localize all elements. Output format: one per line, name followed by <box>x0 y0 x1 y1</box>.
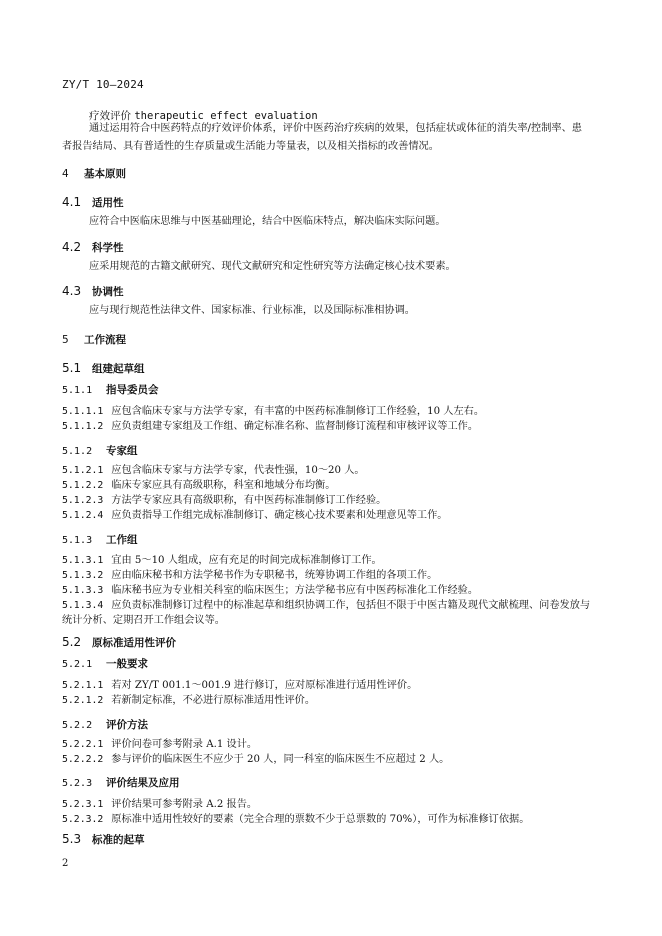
item-text: 应由临床秘书和方法学秘书作为专职秘书，统筹协调工作组的各项工作。 <box>111 570 438 581</box>
item-text: 应包含临床专家与方法学专家，有丰富的中医药标准制修订工作经验，10 人左右。 <box>111 406 485 417</box>
section-title: 科学性 <box>92 242 124 254</box>
section-4-2-heading <box>62 240 124 255</box>
section-4-1-heading <box>62 195 124 210</box>
section-title: 评价方法 <box>106 719 148 731</box>
section-number: 5.1.1 <box>62 385 93 396</box>
item-text: 参与评价的临床医生不应少于 20 人，同一科室的临床医生不应超过 2 人。 <box>111 754 450 765</box>
section-4-2-text: 应采用规范的古籍文献研究、现代文献研究和定性研究等方法确定核心技术要素。 <box>89 261 456 272</box>
item-number: 5.1.3.4 <box>62 600 104 611</box>
section-5-1-heading <box>62 361 145 376</box>
list-item <box>62 478 597 493</box>
section-number: 5.1.3 <box>62 535 93 546</box>
page-number: 2 <box>62 858 69 869</box>
section-5-1-1-heading <box>62 382 159 397</box>
section-title: 组建起草组 <box>92 363 145 375</box>
list-item <box>62 678 597 693</box>
list-item <box>62 752 597 767</box>
item-number: 5.2.1.1 <box>62 680 104 691</box>
list-item <box>62 463 597 478</box>
section-number: 5.1.2 <box>62 446 93 457</box>
item-text: 评价问卷可参考附录 A.1 设计。 <box>111 739 258 750</box>
section-5-2-3-heading <box>62 775 180 790</box>
item-text: 若新制定标准，不必进行原标准适用性评价。 <box>111 695 316 706</box>
item-number: 5.1.3.1 <box>62 555 104 566</box>
item-text: 应负责组建专家组及工作组、确定标准名称、监督制修订流程和审核评议等工作。 <box>111 421 479 432</box>
section-title: 一般要求 <box>106 658 148 670</box>
section-number: 5.2.3 <box>62 778 93 789</box>
list-item <box>62 693 597 708</box>
section-number: 4.2 <box>62 240 82 254</box>
section-title: 协调性 <box>92 286 124 298</box>
list-item <box>62 508 597 523</box>
term-en: therapeutic effect evaluation <box>134 110 318 122</box>
list-item <box>62 568 597 583</box>
item-number: 5.2.1.2 <box>62 695 104 706</box>
item-number: 5.1.2.4 <box>62 510 104 521</box>
list-item <box>62 797 597 812</box>
item-number: 5.1.3.3 <box>62 585 104 596</box>
list-item <box>62 404 597 419</box>
list-item <box>62 553 597 568</box>
item-number: 5.2.3.2 <box>62 814 104 825</box>
section-5-3-heading <box>62 832 145 847</box>
item-number: 5.1.1.1 <box>62 406 104 417</box>
item-text: 临床秘书应为专业相关科室的临床医生；方法学秘书应有中医药标准化工作经验。 <box>111 585 479 596</box>
item-text: 应负责指导工作组完成标准制修订、确定核心技术要素和处理意见等工作。 <box>111 510 448 521</box>
list-item <box>62 583 597 598</box>
item-number: 5.1.2.2 <box>62 480 104 491</box>
section-4-3-text: 应与现行规范性法律文件、国家标准、行业标准，以及国际标准相协调。 <box>89 305 415 316</box>
item-number: 5.1.2.3 <box>62 495 104 506</box>
section-number: 5.2.2 <box>62 720 93 731</box>
section-number: 4 <box>62 168 69 180</box>
section-5-1-3-heading <box>62 532 138 547</box>
term-zh: 疗效评价 <box>89 110 131 122</box>
section-title: 工作组 <box>106 534 138 546</box>
list-item <box>62 737 597 752</box>
section-5-2-2-heading <box>62 717 148 732</box>
section-number: 4.1 <box>62 195 82 209</box>
item-text: 评价结果可参考附录 A.2 报告。 <box>111 799 258 810</box>
item-text: 临床专家应具有高级职称，科室和地域分布均衡。 <box>111 480 336 491</box>
item-number: 5.2.2.1 <box>62 739 104 750</box>
section-title: 基本原则 <box>84 168 126 180</box>
section-title: 专家组 <box>106 445 138 457</box>
item-text: 原标准中适用性较好的要素（完全合理的票数不少于总票数的 70%），可作为标准修订依据。 <box>111 814 530 825</box>
section-title: 工作流程 <box>84 334 126 346</box>
section-number: 5.1 <box>62 361 82 375</box>
section-5-2-1-heading <box>62 656 148 671</box>
list-item <box>62 419 597 434</box>
section-5-2-heading <box>62 635 176 650</box>
section-4-3-heading <box>62 284 124 299</box>
section-number: 4.3 <box>62 284 82 298</box>
item-number: 5.1.2.1 <box>62 465 104 476</box>
section-5-heading <box>62 332 126 347</box>
item-number: 5.2.2.2 <box>62 754 104 765</box>
section-4-heading <box>62 166 126 181</box>
list-item <box>62 812 597 827</box>
list-item <box>62 598 597 628</box>
section-title: 适用性 <box>92 197 124 209</box>
item-number: 5.2.3.1 <box>62 799 104 810</box>
section-number: 5.3 <box>62 832 82 846</box>
term-definition: 通过运用符合中医药特点的疗效评价体系，评价中医药治疗疾病的效果，包括症状或体征的消失率/控制率、患者报告结局、具有普适性的生存质量或生活能力等量表，以及相关指标的改善情况。 <box>62 123 582 152</box>
section-title: 标准的起草 <box>92 834 145 846</box>
section-number: 5.2 <box>62 635 82 649</box>
section-4-1-text: 应符合中医临床思维与中医基础理论，结合中医临床特点，解决临床实际问题。 <box>89 216 446 227</box>
section-number: 5 <box>62 334 69 346</box>
item-number: 5.1.1.2 <box>62 421 104 432</box>
section-title: 评价结果及应用 <box>106 777 180 789</box>
item-number: 5.1.3.2 <box>62 570 104 581</box>
item-text: 若对 ZY/T 001.1～001.9 进行修订，应对原标准进行适用性评价。 <box>111 680 418 691</box>
section-title: 指导委员会 <box>106 384 159 396</box>
section-number: 5.2.1 <box>62 659 93 670</box>
item-text: 应包含临床专家与方法学专家，代表性强，10～20 人。 <box>111 465 365 476</box>
item-text: 方法学专家应具有高级职称，有中医药标准制修订工作经验。 <box>111 495 387 506</box>
item-text: 宜由 5～10 人组成，应有充足的时间完成标准制修订工作。 <box>111 555 382 566</box>
list-item <box>62 493 597 508</box>
item-text: 应负责标准制修订过程中的标准起草和组织协调工作，包括但不限于中医古籍及现代文献梳理、问卷发放与统计分析、定期召开工作组会议等。 <box>62 600 591 626</box>
section-5-1-2-heading <box>62 443 138 458</box>
section-title: 原标准适用性评价 <box>92 637 176 649</box>
document-header: ZY/T 10—2024 <box>62 78 144 91</box>
